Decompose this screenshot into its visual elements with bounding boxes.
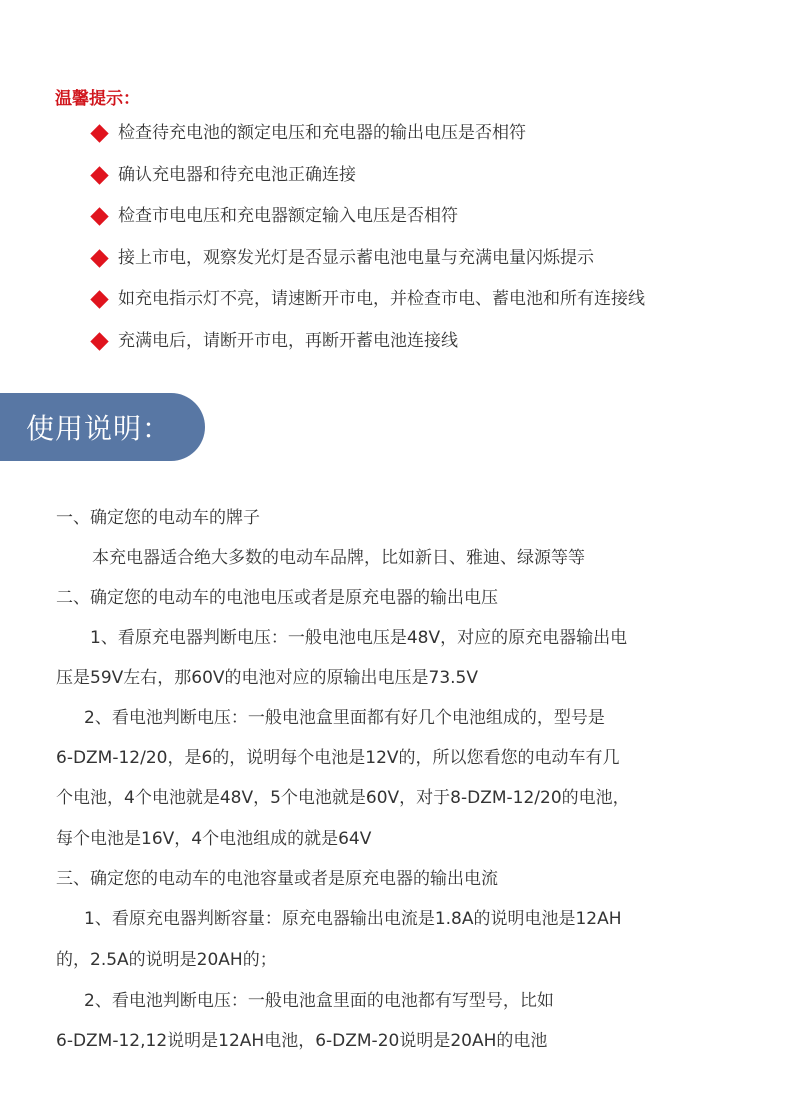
tip-item [90, 162, 356, 188]
tip-text: 确认充电器和待充电池正确连接 [118, 165, 356, 185]
heading-step-one: 一、确定您的电动车的牌子 [56, 508, 260, 528]
tip-text: 检查市电电压和充电器额定输入电压是否相符 [118, 206, 458, 226]
paragraph-line: 本充电器适合绝大多数的电动车品牌，比如新日、雅迪、绿源等等 [92, 548, 585, 568]
red-diamond-icon [90, 332, 108, 350]
paragraph-line: 2、看电池判断电压：一般电池盒里面的电池都有写型号，比如 [84, 991, 554, 1011]
tip-item [90, 286, 645, 312]
red-diamond-icon [90, 166, 108, 184]
tip-text: 检查待充电池的额定电压和充电器的输出电压是否相符 [118, 123, 526, 143]
paragraph-line: 1、看原充电器判断电压：一般电池电压是48V，对应的原充电器输出电 [90, 628, 628, 648]
paragraph-line: 1、看原充电器判断容量：原充电器输出电流是1.8A的说明电池是12AH [84, 909, 622, 929]
tip-text: 接上市电，观察发光灯是否显示蓄电池电量与充满电量闪烁提示 [118, 248, 594, 268]
paragraph-line: 压是59V左右，那60V的电池对应的原输出电压是73.5V [56, 668, 479, 688]
red-diamond-icon [90, 124, 108, 142]
tip-item [90, 245, 594, 271]
paragraph-line: 的，2.5A的说明是20AH的； [56, 950, 277, 970]
tip-item [90, 203, 458, 229]
section-title: 使用说明： [26, 412, 172, 445]
tip-item [90, 328, 458, 354]
section-banner [0, 393, 205, 461]
paragraph-line: 2、看电池判断电压：一般电池盒里面都有好几个电池组成的，型号是 [84, 708, 605, 728]
paragraph-line: 个电池，4个电池就是48V，5个电池就是60V，对于8-DZM-12/20的电池， [56, 788, 630, 808]
heading-step-two: 二、确定您的电动车的电池电压或者是原充电器的输出电压 [56, 588, 498, 608]
tip-text: 如充电指示灯不亮，请速断开市电，并检查市电、蓄电池和所有连接线 [118, 289, 645, 309]
red-diamond-icon [90, 249, 108, 267]
red-diamond-icon [90, 290, 108, 308]
paragraph-line: 6-DZM-12/20，是6的，说明每个电池是12V的，所以您看您的电动车有几 [56, 748, 620, 768]
tips-title: 温馨提示： [55, 89, 140, 109]
tip-item [90, 120, 526, 146]
paragraph-line: 每个电池是16V，4个电池组成的就是64V [56, 829, 372, 849]
red-diamond-icon [90, 207, 108, 225]
tip-text: 充满电后，请断开市电，再断开蓄电池连接线 [118, 331, 458, 351]
paragraph-line: 6-DZM-12,12说明是12AH电池，6-DZM-20说明是20AH的电池 [56, 1031, 548, 1051]
heading-step-three: 三、确定您的电动车的电池容量或者是原充电器的输出电流 [56, 869, 498, 889]
